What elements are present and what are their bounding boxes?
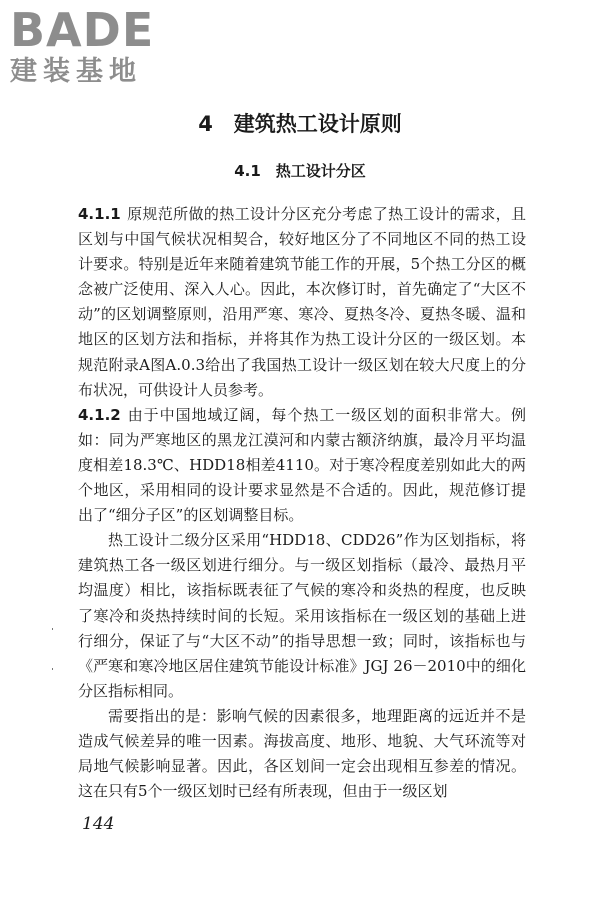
logo [10,5,180,95]
paragraph-climate-factors [78,704,526,804]
paragraph-text: 原规范所做的热工设计分区充分考虑了热工设计的需求，且区划与中国气候状况相契合，较好地区分了不同地区不同的热工设计要求。特别是近年来随着建筑节能工作的开展，5个热工分区的概念被广泛使用、深入人心。因此，本次修订时，首先确定了“大区不动”的区划调整原则，沿用严寒、寒冷、夏热冬冷、夏热冬暖、温和地区的区划方法和指标，并将其作为热工设计分区的一级区划。本规范附录A图A.0.3给出了我国热工设计一级区划在较大尺度上的分布状况，可供设计人员参考。 [78,205,526,399]
logo-subtitle: 建装基地 [10,56,142,87]
margin-mark [52,668,53,670]
page-number: 144 [82,814,115,834]
logo-brand: BADE [10,3,155,57]
paragraph-4-1-2 [78,403,526,528]
section-title: 4.1 热工设计分区 [234,162,366,180]
chapter-title: 4 建筑热工设计原则 [198,112,402,136]
clause-number: 4.1.2 [78,405,121,424]
margin-mark [52,628,53,630]
paragraph-4-1-1 [78,202,526,403]
paragraph-text: 由于中国地域辽阔，每个热工一级区划的面积非常大。例如：同为严寒地区的黑龙江漠河和内蒙古额济纳旗，最冷月平均温度相差18.3℃、HDD18相差4110。对于寒冷程度差别如此大的两个地区，采用相同的设计要求显然是不合适的。因此，规范修订提出了“细分子区”的区划调整目标。 [78,405,526,525]
clause-number: 4.1.1 [78,205,121,223]
paragraph-text: 需要指出的是：影响气候的因素很多，地理距离的远近并不是造成气候差异的唯一因素。海拔高度、地形、地貌、大气环流等对局地气候影响显著。因此，各区划间一定会出现相互参差的情况。这在只有5个一级区划时已经有所表现，但由于一级区划 [78,706,526,801]
paragraph-secondary-zoning [78,528,526,704]
paragraph-text: 热工设计二级分区采用“HDD18、CDD26”作为区划指标，将建筑热工各一级区划进行细分。与一级区划指标（最冷、最热月平均温度）相比，该指标既表征了气候的寒冷和炎热的程度，也反映了寒冷和炎热持续时间的长短。采用该指标在一级区划的基础上进行细分，保证了与“大区不动”的指导思想一致；同时，该指标也与《严寒和寒冷地区居住建筑节能设计标准》JGJ 26－2010中的细化分区指标相同。 [78,531,526,700]
body-text [78,202,526,804]
